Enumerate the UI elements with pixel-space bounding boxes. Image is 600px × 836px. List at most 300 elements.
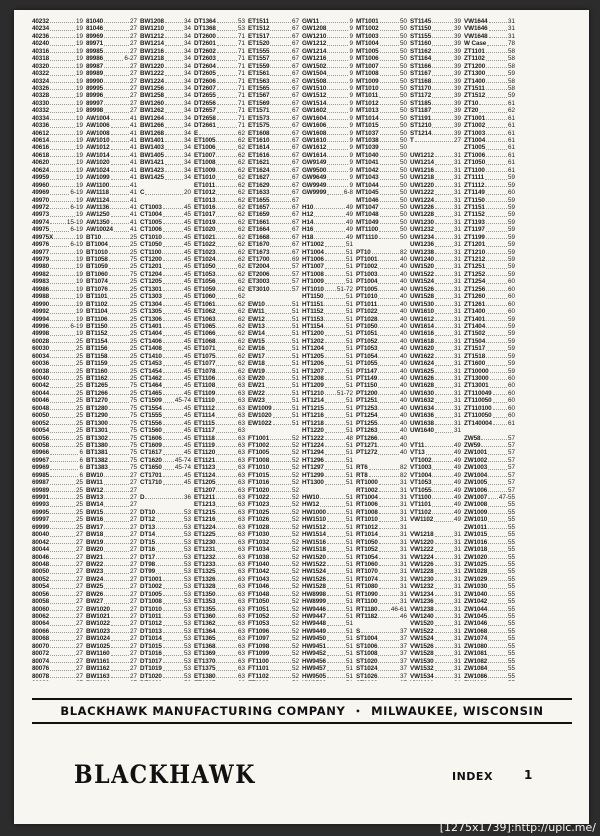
dot-leader [488, 531, 507, 536]
dot-leader [325, 286, 336, 291]
part-number: DT1015 [140, 642, 162, 650]
page-reference: 51 [345, 538, 353, 546]
page-reference: 6-8 [343, 189, 353, 197]
page-reference: 59 [507, 218, 515, 226]
part-number: ET1673 [248, 248, 270, 256]
dot-leader [270, 568, 291, 573]
page-reference: 67 [291, 233, 299, 241]
dot-leader [325, 464, 345, 469]
part-number: RT1010 [356, 516, 378, 524]
part-number: ZT1152 [464, 211, 485, 219]
page-reference: 27 [129, 650, 137, 658]
page-reference: 62 [237, 129, 245, 137]
part-number: BW23 [86, 568, 104, 576]
page-reference: 45 [183, 479, 191, 487]
index-entry [86, 100, 137, 107]
dot-leader [163, 256, 183, 261]
index-entry [194, 546, 245, 553]
part-number: H10 [302, 203, 314, 211]
part-number: ZT140004 [464, 419, 492, 427]
index-entry [356, 539, 407, 546]
page-reference: 52 [291, 657, 299, 665]
part-number: MT1007 [356, 62, 379, 70]
index-entry [410, 576, 461, 583]
index-entry [410, 435, 461, 442]
index-entry [302, 263, 353, 270]
index-entry [194, 673, 245, 680]
part-number: VW1644 [464, 18, 488, 25]
part-number: GW1606 [302, 122, 327, 130]
part-number: DT1010 [140, 605, 162, 613]
part-number: BT1058 [86, 256, 108, 263]
part-number: BW27 [86, 598, 104, 606]
page-reference: 53 [183, 516, 191, 524]
index-entry [464, 368, 515, 375]
dot-leader [165, 122, 183, 127]
index-entry [410, 613, 461, 620]
page-reference: 63 [237, 583, 245, 591]
part-number: ZW1045 [464, 613, 488, 620]
page-reference: 19 [75, 181, 83, 189]
part-number: ZT1511 [464, 84, 485, 92]
dot-leader [369, 472, 399, 477]
dot-leader [270, 70, 291, 75]
dot-leader [435, 182, 453, 187]
part-number: FT1032 [248, 538, 270, 546]
index-entry [356, 167, 407, 174]
page-reference: 40 [399, 315, 407, 323]
part-number: VW1234 [410, 590, 434, 598]
dot-leader [435, 568, 453, 573]
dot-leader [216, 278, 237, 283]
page-reference: 34 [183, 114, 191, 122]
page-reference: 45 [183, 308, 191, 316]
page-reference: 61 [507, 122, 515, 130]
index-entry [194, 650, 245, 657]
part-number: GW11 [302, 18, 320, 25]
page-reference: 71 [237, 77, 245, 85]
company-location: MILWAUKEE, WISCONSIN [371, 704, 544, 718]
index-entry [86, 55, 137, 62]
part-number: ET1118 [194, 434, 215, 442]
dot-leader [327, 33, 348, 38]
index-entry [86, 658, 137, 665]
dot-leader [325, 368, 345, 373]
dot-leader [432, 494, 453, 499]
index-entry [194, 620, 245, 627]
dot-leader [380, 107, 399, 112]
part-number: UW1628 [410, 382, 434, 390]
page-reference: 51 [291, 308, 299, 316]
index-entry [140, 40, 191, 47]
part-number: AW1124 [86, 196, 110, 204]
dot-leader [486, 92, 507, 97]
index-entry [356, 375, 407, 382]
dot-leader [325, 338, 345, 343]
page-reference: 20 [183, 189, 191, 197]
part-number: RT1074 [356, 575, 378, 583]
dot-leader [481, 435, 507, 440]
part-number: DT2600 [194, 32, 216, 40]
page-reference: 49 [453, 449, 461, 457]
part-number: BW1264 [140, 114, 164, 122]
index-entry [410, 561, 461, 568]
part-number: AW10024 [86, 226, 113, 234]
index-entry [140, 345, 191, 352]
page-reference: 62 [237, 270, 245, 278]
dot-leader [111, 167, 129, 172]
index-entry [140, 457, 191, 464]
dot-leader [380, 182, 399, 187]
dot-leader [379, 576, 399, 581]
index-column [410, 18, 464, 681]
page-reference: 31 [453, 256, 461, 263]
index-entry [464, 479, 515, 486]
part-number: ST1214 [410, 129, 432, 137]
page-reference: 75 [129, 382, 137, 390]
dot-leader [486, 70, 507, 75]
part-number: DT2657 [194, 107, 216, 115]
page-reference: 51 [345, 494, 353, 501]
index-entry [32, 204, 83, 211]
dot-leader [493, 412, 507, 417]
dot-leader [486, 115, 507, 120]
index-entry [356, 472, 407, 479]
part-number: 80064 [32, 620, 50, 628]
page-reference: 63 [237, 516, 245, 524]
dot-leader [104, 568, 129, 573]
index-entry [356, 650, 407, 657]
dot-leader [325, 435, 345, 440]
page-reference: 25 [129, 315, 137, 323]
index-entry [140, 501, 191, 508]
dot-leader [270, 182, 291, 187]
dot-leader [266, 323, 291, 328]
page-reference: 31 [453, 367, 461, 375]
part-number: ZT1005 [464, 144, 486, 152]
page-reference: 9 [349, 122, 353, 130]
dot-leader [270, 665, 291, 670]
index-entry [248, 405, 299, 412]
page-reference: 31 [453, 278, 461, 286]
page-reference: 63 [237, 665, 245, 673]
index-entry [464, 524, 515, 531]
part-number: VT1101 [410, 501, 432, 509]
part-number: ET1019 [194, 218, 216, 226]
page-reference: 67 [291, 122, 299, 130]
dot-leader [325, 412, 345, 417]
part-number: VW1228 [410, 568, 434, 576]
dot-leader [490, 375, 507, 380]
index-entry [86, 234, 137, 241]
index-entry [194, 583, 245, 590]
dot-leader [266, 390, 291, 395]
index-entry [140, 628, 191, 635]
dot-leader [163, 219, 183, 224]
index-column [356, 18, 410, 681]
page-reference: 59 [507, 352, 515, 360]
part-number: PT1005 [356, 285, 378, 293]
page-reference: 52 [291, 471, 299, 479]
part-number: UW1630 [410, 389, 434, 397]
page-reference: 45 [183, 449, 191, 457]
dot-leader [327, 613, 345, 618]
part-number: RT1014 [356, 531, 378, 539]
index-entry [302, 182, 353, 189]
page-reference: 40 [399, 367, 407, 375]
index-entry [302, 249, 353, 256]
dot-leader [50, 576, 75, 581]
page-reference: 62 [237, 218, 245, 226]
dot-leader [327, 137, 348, 142]
index-entry [248, 197, 299, 204]
page-reference: 27 [129, 583, 137, 591]
page-reference: 25 [75, 419, 83, 427]
index-entry [140, 130, 191, 137]
part-number: ST1210 [410, 122, 432, 130]
index-entry [410, 412, 461, 419]
dot-leader [435, 293, 453, 298]
part-number: ET1012 [194, 189, 216, 197]
index-entry [302, 353, 353, 360]
part-number: HW1528 [302, 583, 326, 591]
dot-leader [111, 628, 129, 633]
index-entry [32, 301, 83, 308]
index-entry [248, 650, 299, 657]
dot-leader [435, 211, 453, 216]
index-entry [140, 487, 191, 494]
index-entry [86, 635, 137, 642]
index-entry [32, 368, 83, 375]
page-reference: 31 [453, 151, 461, 159]
dot-leader [108, 323, 129, 328]
part-number: BW1020 [86, 605, 110, 613]
part-number: HT1215 [302, 404, 324, 412]
index-entry [140, 494, 191, 501]
part-number: HW1514 [302, 531, 326, 539]
part-number: CT1410 [140, 352, 162, 360]
page-reference: 25 [129, 389, 137, 397]
page-reference: 50 [399, 122, 407, 130]
dot-leader [327, 182, 348, 187]
page-reference: 71 [237, 99, 245, 107]
part-number: 69985 [32, 471, 50, 479]
dot-leader [163, 673, 183, 678]
dot-leader [216, 375, 237, 380]
part-number: VT13 [410, 449, 425, 457]
page-reference: 19 [75, 330, 83, 338]
index-entry [356, 635, 407, 642]
part-number: ET1231 [194, 546, 216, 554]
dot-leader [111, 130, 129, 135]
dot-leader [50, 665, 75, 670]
part-number: PT1028 [356, 315, 378, 323]
part-number: CT1406 [140, 337, 162, 345]
dot-leader [163, 368, 183, 373]
index-entry [410, 353, 461, 360]
part-number: ZT1212 [464, 256, 486, 263]
page-reference: 51 [291, 375, 299, 382]
page-reference: 55 [507, 523, 515, 531]
dot-leader [163, 338, 183, 343]
part-number: BT1156 [86, 345, 108, 353]
index-entry [356, 449, 407, 456]
index-entry [356, 256, 407, 263]
part-number: BW26 [86, 590, 104, 598]
part-number: 40616 [32, 144, 50, 152]
dot-leader [380, 100, 399, 105]
index-entry [302, 204, 353, 211]
part-number: ET1007 [194, 151, 216, 159]
index-entry [464, 234, 515, 241]
page-reference: 63 [237, 382, 245, 390]
part-number: CT1201 [140, 263, 162, 271]
part-number: DT2607 [194, 84, 216, 92]
index-entry [140, 427, 191, 434]
dot-leader [486, 263, 507, 268]
page-reference: 25 [75, 352, 83, 360]
page-reference: 25 [75, 501, 83, 509]
page-reference: 78 [507, 40, 515, 48]
page-reference: 6-19 [70, 322, 83, 330]
index-entry [86, 501, 137, 508]
page-reference: 62 [237, 203, 245, 211]
dot-leader [108, 345, 129, 350]
index-entry [86, 316, 137, 323]
dot-leader [165, 100, 183, 105]
dot-leader [270, 680, 291, 681]
page-reference: 51 [345, 627, 353, 635]
index-entry [32, 442, 83, 449]
part-number: ZT110050 [464, 412, 492, 420]
page-reference: 55 [507, 672, 515, 680]
page-reference: 59 [507, 337, 515, 345]
dot-leader [490, 382, 507, 387]
index-entry [32, 606, 83, 613]
dot-leader [163, 449, 183, 454]
page-reference: 62 [237, 196, 245, 204]
part-number: AW1010 [86, 137, 110, 144]
index-entry [32, 397, 83, 404]
part-number: UW1220 [410, 181, 434, 189]
part-number: 80078 [32, 672, 50, 680]
page-reference: 9 [349, 129, 353, 137]
page-reference: 51 [345, 590, 353, 598]
dot-leader [435, 650, 453, 655]
page-reference: 45 [183, 241, 191, 249]
part-number: ET1561 [248, 70, 270, 78]
index-entry [464, 680, 515, 681]
dot-leader [486, 316, 507, 321]
index-entry [356, 278, 407, 285]
dot-leader [361, 628, 399, 633]
index-entry [194, 85, 245, 92]
dot-leader [165, 63, 183, 68]
index-entry [302, 606, 353, 613]
index-entry [140, 405, 191, 412]
page-reference: 62 [237, 248, 245, 256]
index-entry [410, 152, 461, 159]
part-number: RT1002 [356, 486, 378, 494]
part-number: VW1526 [410, 642, 434, 650]
dot-leader [380, 25, 399, 30]
dot-leader [435, 263, 453, 268]
part-number: HT1209 [302, 382, 324, 390]
dot-leader [111, 152, 129, 157]
part-number [140, 680, 162, 681]
part-number: FT1100 [248, 657, 269, 665]
part-number: UW1228 [410, 211, 434, 219]
index-entry [140, 278, 191, 285]
index-entry [464, 301, 515, 308]
index-entry [410, 635, 461, 642]
index-entry [356, 591, 407, 598]
page-reference: 49 [453, 516, 461, 524]
dot-leader [50, 375, 75, 380]
part-number: ET1059 [194, 285, 216, 293]
index-entry [86, 591, 137, 598]
part-number: ET1555 [248, 47, 270, 55]
page-reference: 49 [453, 501, 461, 509]
dot-leader [486, 152, 507, 157]
page-reference: 71 [237, 62, 245, 70]
part-number: ET1700 [248, 256, 270, 263]
dot-leader [270, 226, 291, 231]
index-entry [464, 211, 515, 218]
index-entry [410, 122, 461, 129]
dot-leader [111, 620, 129, 625]
dot-leader [327, 539, 345, 544]
part-number: ET1380 [194, 672, 216, 680]
index-entry [194, 613, 245, 620]
page-reference: 51 [345, 449, 353, 457]
dot-leader [378, 353, 399, 358]
page-reference: 31 [453, 575, 461, 583]
page-reference: 55 [507, 546, 515, 554]
index-entry [32, 524, 83, 531]
part-number: MT1003 [356, 32, 379, 40]
index-entry [140, 92, 191, 99]
dot-leader [217, 40, 237, 45]
index-entry [32, 643, 83, 650]
index-entry [32, 494, 83, 501]
index-entry [302, 479, 353, 486]
page-reference: 53 [183, 613, 191, 620]
part-number: DT2606 [194, 77, 216, 85]
dot-leader [50, 122, 75, 127]
index-entry [194, 442, 245, 449]
index-entry [302, 375, 353, 382]
index-entry [86, 263, 137, 270]
page-reference: 52 [291, 494, 299, 501]
part-number: EW1022 [248, 419, 272, 427]
page-reference: 75 [129, 449, 137, 457]
page-reference: 37 [399, 627, 407, 635]
page-reference: 45 [183, 248, 191, 256]
dot-leader [104, 48, 129, 53]
part-number: ZW1020 [464, 553, 488, 561]
index-entry [302, 323, 353, 330]
dot-leader [435, 420, 453, 425]
part-number: CT1454 [140, 367, 162, 375]
index-entry [248, 449, 299, 456]
part-number: BT1290 [86, 412, 108, 420]
dot-leader [380, 152, 399, 157]
page-reference: 45 [183, 375, 191, 382]
part-number: 49972 [32, 203, 50, 211]
part-number: DT17 [140, 553, 155, 561]
index-entry [464, 509, 515, 516]
